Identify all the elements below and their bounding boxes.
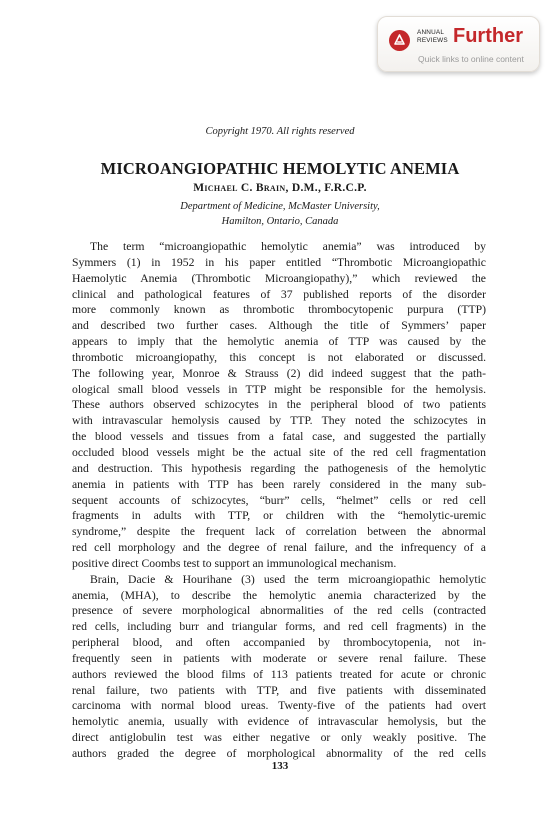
body-line: The following year, Monroe & Strauss (2) did indeed suggest that the path- xyxy=(72,366,486,380)
body-line: thrombotic microangiopathy, this concept is not elaborated or discussed. xyxy=(72,350,486,364)
body-line: These authors observed schizocytes in the peripheral blood of two patients xyxy=(72,398,486,412)
body-line: syndrome,” despite the frequent lack of correlation between the abnormal xyxy=(72,525,486,539)
body-line: the blood vessels and tissues from a fatal case, and suggested the partially xyxy=(72,430,486,444)
page-number: 133 xyxy=(271,760,289,772)
body-line: Haemolytic Anemia (Thrombotic Microangiopathy),” which reviewed the xyxy=(72,271,486,285)
body-line: with intravascular hemolysis caused by TTP. They noted the schizocytes in xyxy=(72,414,486,428)
badge-brand-line1: ANNUAL xyxy=(417,29,445,36)
badge-subtitle: Quick links to online content xyxy=(418,54,524,64)
further-links-badge[interactable] xyxy=(377,16,540,72)
article-body xyxy=(72,239,486,762)
badge-further-label: Further xyxy=(453,25,523,47)
article-title: MICROANGIOPATHIC HEMOLYTIC ANEMIA xyxy=(100,159,460,178)
body-line: and destruction. This hypothesis regarding the pathogenesis of the hemolytic xyxy=(72,461,486,475)
body-line: appears to imply that the hemolytic anemia of TTP was caused by the xyxy=(72,335,486,349)
badge-brand xyxy=(417,29,451,44)
body-line: anemia, (MHA), to describe the hemolytic anemia characterized by the xyxy=(72,588,486,602)
author-affiliation xyxy=(0,199,560,229)
body-line: ological small blood vessels in TTP might be responsible for the hemolysis. xyxy=(72,382,486,396)
body-line: red cell morphology and the degree of renal failure, and the infrequency of a xyxy=(72,541,486,555)
body-line: positive direct Coombs test to support an immunological mechanism. xyxy=(72,556,397,570)
annual-reviews-logo-icon xyxy=(389,30,410,51)
body-line: authors graded the degree of morphological abnormality of the red cells xyxy=(72,747,486,760)
body-line: direct antiglobulin test was either negative or only weakly positive. The xyxy=(72,731,486,745)
body-line: and described two further cases. Although the title of Symmers’ paper xyxy=(72,319,486,333)
body-line: fragments in adults with TTP, or children with the “hemolytic-uremic xyxy=(72,509,486,523)
author-name: Michael C. Brain, D.M., F.R.C.P. xyxy=(193,182,367,194)
body-line: presence of severe morphological abnormalities of the red cells (contracted xyxy=(72,604,486,618)
body-line: The term “microangiopathic hemolytic anemia” was introduced by xyxy=(90,240,486,253)
body-line: clinical and pathological features of 37 published reports of the disorder xyxy=(72,287,486,301)
body-line: peripheral blood, and often accompanied by thrombocytopenia, not in- xyxy=(72,636,486,650)
body-line: carcinoma with normal blood ureas. Twenty-five of the patients had overt xyxy=(72,699,486,713)
body-line: anemia in patients with TTP has been rarely considered in the many sub- xyxy=(72,477,486,491)
body-line: red cells, including burr and triangular forms, and red cell fragments) in the xyxy=(72,620,486,634)
body-line: occluded blood vessels might be the actual site of the red cell fragmentation xyxy=(72,445,486,459)
body-line: Symmers (1) in 1952 in his paper entitled “Thrombotic Microangiopathic xyxy=(72,255,486,269)
affiliation-line-1: Department of Medicine, McMaster University, xyxy=(180,201,380,212)
body-line: Brain, Dacie & Hourihane (3) used the term microangiopathic hemolytic xyxy=(90,572,486,586)
body-line: renal failure, two patients with TTP, and five patients with disseminated xyxy=(72,683,486,697)
body-line: frequently seen in patients with moderate or severe renal failure. These xyxy=(72,651,486,665)
body-line: authors reviewed the blood films of 113 patients treated for acute or chronic xyxy=(72,667,486,681)
body-line: sequent accounts of schizocytes, “burr” cells, “helmet” cells or red cell xyxy=(72,493,486,507)
body-line: hemolytic anemia, usually with evidence of intravascular hemolysis, but the xyxy=(72,715,486,729)
badge-brand-line2: REVIEWS xyxy=(417,36,448,44)
body-line: more commonly known as thrombotic thrombocytopenic purpura (TTP) xyxy=(72,303,486,317)
affiliation-line-2: Hamilton, Ontario, Canada xyxy=(221,216,339,227)
copyright-notice: Copyright 1970. All rights reserved xyxy=(205,126,355,137)
